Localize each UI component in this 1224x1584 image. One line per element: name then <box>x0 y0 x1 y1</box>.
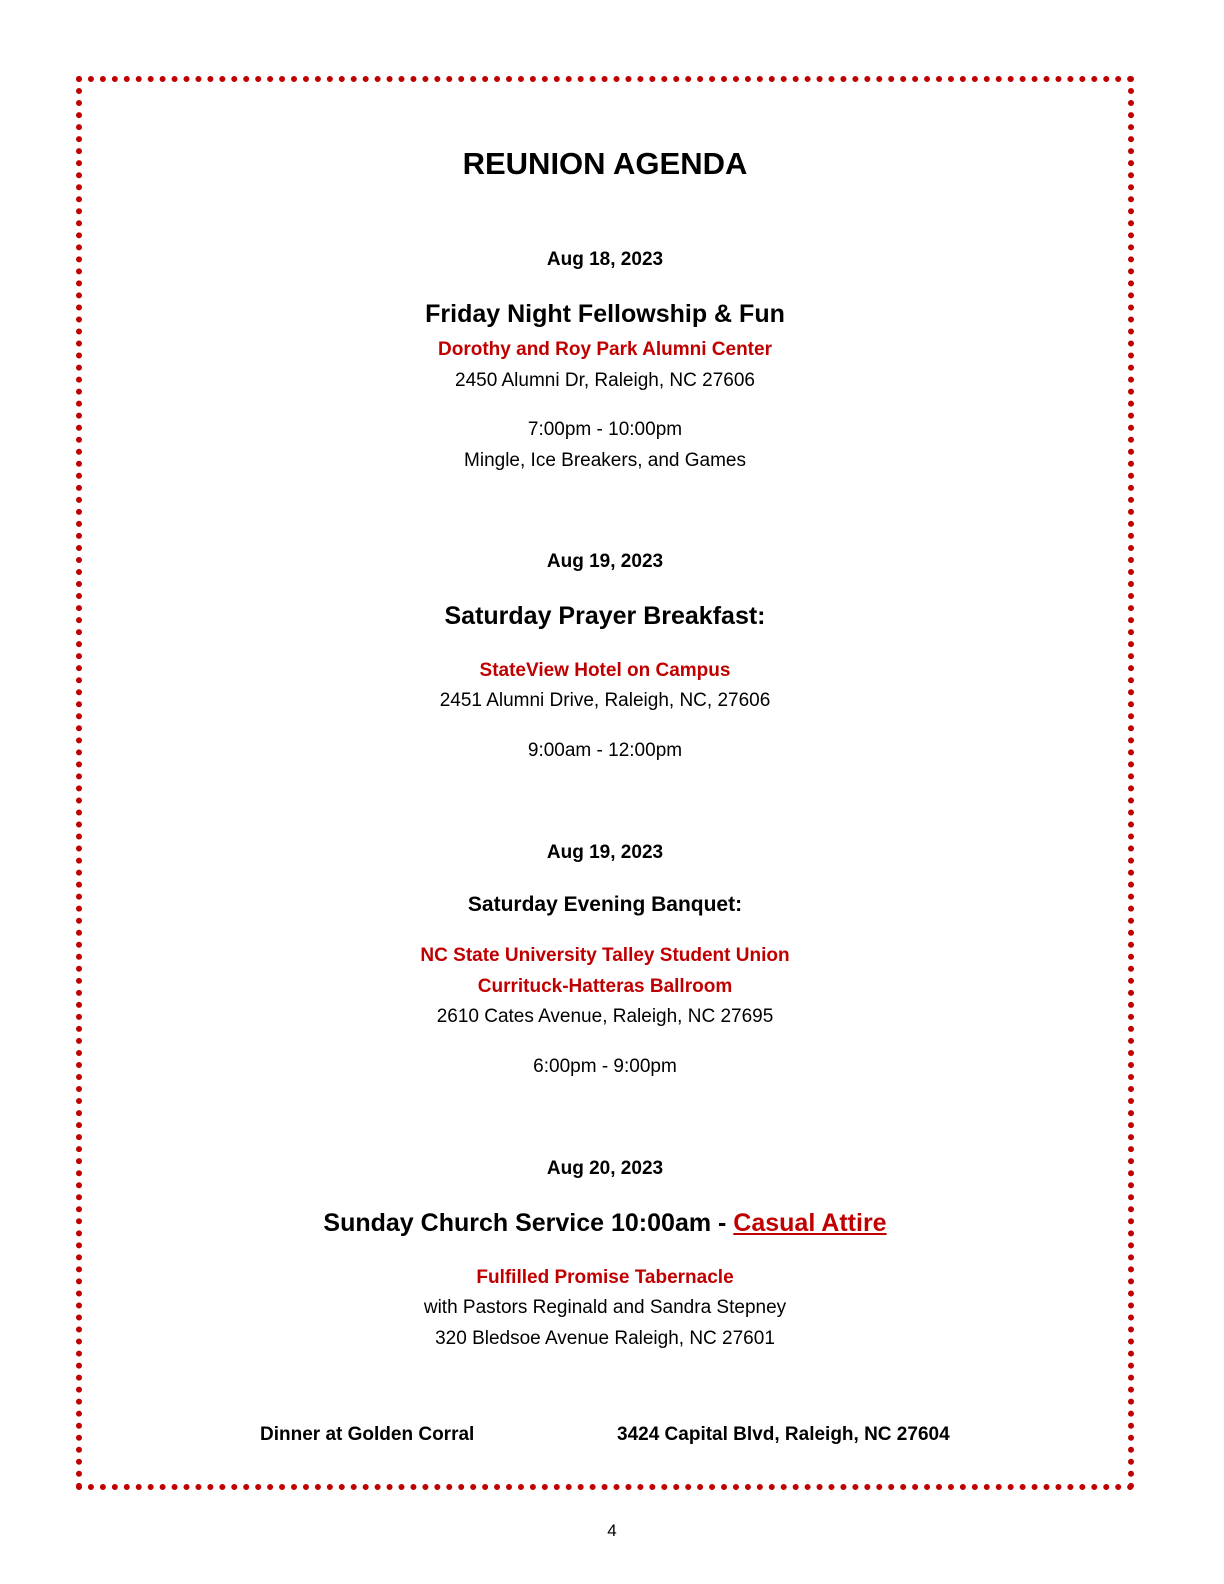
sunday-date: Aug 20, 2023 <box>546 1158 664 1179</box>
sunday-pastors: with Pastors Reginald and Sandra Stepney <box>423 1297 787 1318</box>
sunday-event-text: Sunday Church Service 10:00am - <box>323 1209 734 1237</box>
friday-date: Aug 18, 2023 <box>546 249 664 270</box>
banquet-date: Aug 19, 2023 <box>546 842 664 863</box>
friday-venue: Dorothy and Roy Park Alumni Center <box>438 339 772 360</box>
banquet-venue-line1: NC State University Talley Student Union <box>420 945 790 966</box>
banquet-address: 2610 Cates Avenue, Raleigh, NC 27695 <box>436 1006 774 1027</box>
page-number: 4 <box>607 1521 617 1540</box>
breakfast-event-title: Saturday Prayer Breakfast: <box>444 602 766 630</box>
banquet-venue-line2: Currituck-Hatteras Ballroom <box>477 976 733 997</box>
friday-activities: Mingle, Ice Breakers, and Games <box>464 450 746 471</box>
casual-attire-note: Casual Attire <box>733 1209 887 1237</box>
friday-address: 2450 Alumni Dr, Raleigh, NC 27606 <box>455 370 755 391</box>
breakfast-venue: StateView Hotel on Campus <box>479 660 731 681</box>
dinner-address: 3424 Capital Blvd, Raleigh, NC 27604 <box>617 1424 950 1445</box>
sunday-venue: Fulfilled Promise Tabernacle <box>476 1267 734 1288</box>
breakfast-address: 2451 Alumni Drive, Raleigh, NC, 27606 <box>439 690 771 711</box>
friday-time: 7:00pm - 10:00pm <box>527 419 683 440</box>
banquet-time: 6:00pm - 9:00pm <box>533 1056 677 1077</box>
sunday-address: 320 Bledsoe Avenue Raleigh, NC 27601 <box>435 1328 775 1349</box>
dinner-label: Dinner at Golden Corral <box>260 1424 475 1445</box>
friday-event-title: Friday Night Fellowship & Fun <box>425 300 785 328</box>
sunday-event-title <box>82 1211 1128 1236</box>
breakfast-time: 9:00am - 12:00pm <box>527 740 683 761</box>
breakfast-date: Aug 19, 2023 <box>546 551 664 572</box>
banquet-event-title: Saturday Evening Banquet: <box>467 893 743 916</box>
agenda-content <box>82 82 1128 1484</box>
page-title: REUNION AGENDA <box>462 146 748 181</box>
